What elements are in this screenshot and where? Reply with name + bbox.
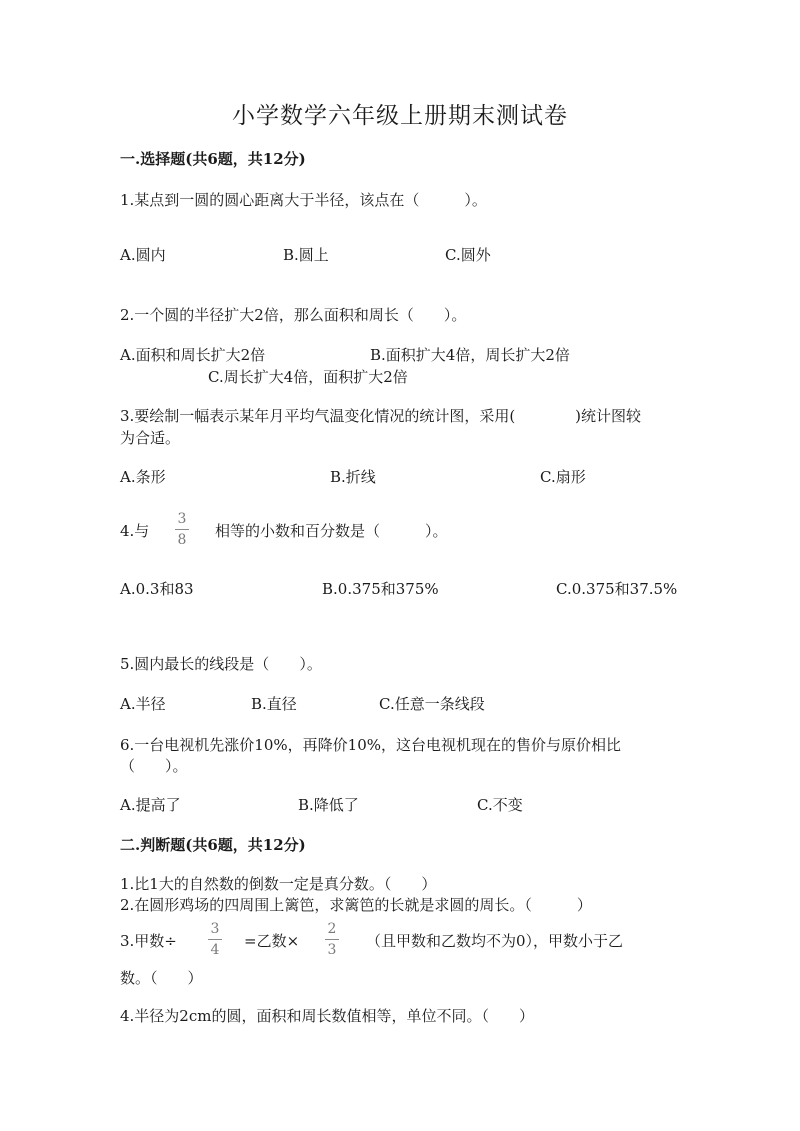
page-title: 小学数学六年级上册期末测试卷 — [232, 103, 568, 129]
judgment-4: 4.半径为2cm的圆，面积和周长数值相等，单位不同。（ ） — [120, 1007, 534, 1025]
fraction-denominator: 4 — [210, 942, 220, 958]
fraction-numerator: 2 — [327, 921, 337, 937]
fraction-numerator: 3 — [177, 511, 187, 527]
fraction-3-4 — [208, 922, 222, 957]
q3-option-b: B.折线 — [330, 468, 376, 486]
fraction-denominator: 3 — [327, 942, 337, 958]
q2-option-c: C.周长扩大4倍，面积扩大2倍 — [208, 368, 408, 386]
question-2: 2.一个圆的半径扩大2倍，那么面积和周长（ ）。 — [120, 306, 467, 324]
q5-option-a: A.半径 — [120, 695, 166, 713]
question-3-line1: 3.要绘制一幅表示某年月平均气温变化情况的统计图，采用( )统计图较 — [120, 407, 642, 425]
q6-option-a: A.提高了 — [120, 796, 181, 814]
q1-option-b: B.圆上 — [283, 246, 329, 264]
q4-option-a: A.0.3和83 — [120, 580, 194, 598]
q1-option-a: A.圆内 — [120, 246, 166, 264]
judgment-3-prefix: 3.甲数÷ — [120, 932, 177, 950]
question-4-suffix: 相等的小数和百分数是（ ）。 — [215, 522, 448, 540]
fraction-denominator: 8 — [177, 532, 187, 548]
q4-option-b: B.0.375和375% — [322, 580, 439, 598]
judgment-3-suffix: （且甲数和乙数均不为0），甲数小于乙 — [366, 932, 624, 950]
q6-option-b: B.降低了 — [298, 796, 359, 814]
fraction-2-3 — [325, 922, 339, 957]
judgment-3-middle: =乙数× — [244, 932, 300, 950]
section-heading-choice: 一.选择题(共6题，共12分) — [120, 150, 306, 168]
question-4-prefix: 4.与 — [120, 522, 150, 540]
fraction-bar — [175, 529, 189, 530]
question-6-line2: （ ）。 — [120, 757, 188, 775]
q6-option-c: C.不变 — [477, 796, 523, 814]
question-3-line2: 为合适。 — [120, 429, 181, 447]
fraction-bar — [325, 939, 339, 940]
q3-option-a: A.条形 — [120, 468, 166, 486]
judgment-3-line2: 数。（ ） — [120, 969, 203, 987]
question-5: 5.圆内最长的线段是（ ）。 — [120, 655, 322, 673]
question-6-line1: 6.一台电视机先涨价10%，再降价10%，这台电视机现在的售价与原价相比 — [120, 736, 621, 754]
q3-option-c: C.扇形 — [540, 468, 586, 486]
fraction-numerator: 3 — [210, 921, 220, 937]
fraction-3-8 — [175, 512, 189, 547]
q5-option-b: B.直径 — [251, 695, 297, 713]
q5-option-c: C.任意一条线段 — [379, 695, 485, 713]
q1-option-c: C.圆外 — [445, 246, 491, 264]
judgment-1: 1.比1大的自然数的倒数一定是真分数。（ ） — [120, 875, 437, 893]
judgment-2: 2.在圆形鸡场的四周围上篱笆，求篱笆的长就是求圆的周长。（ ） — [120, 896, 592, 914]
q2-option-b: B.面积扩大4倍，周长扩大2倍 — [370, 346, 570, 364]
fraction-bar — [208, 939, 222, 940]
section-heading-judgment: 二.判断题(共6题，共12分) — [120, 836, 306, 854]
question-1: 1.某点到一圆的圆心距离大于半径，该点在（ ）。 — [120, 191, 487, 209]
q4-option-c: C.0.375和37.5% — [556, 580, 678, 598]
q2-option-a: A.面积和周长扩大2倍 — [120, 346, 266, 364]
